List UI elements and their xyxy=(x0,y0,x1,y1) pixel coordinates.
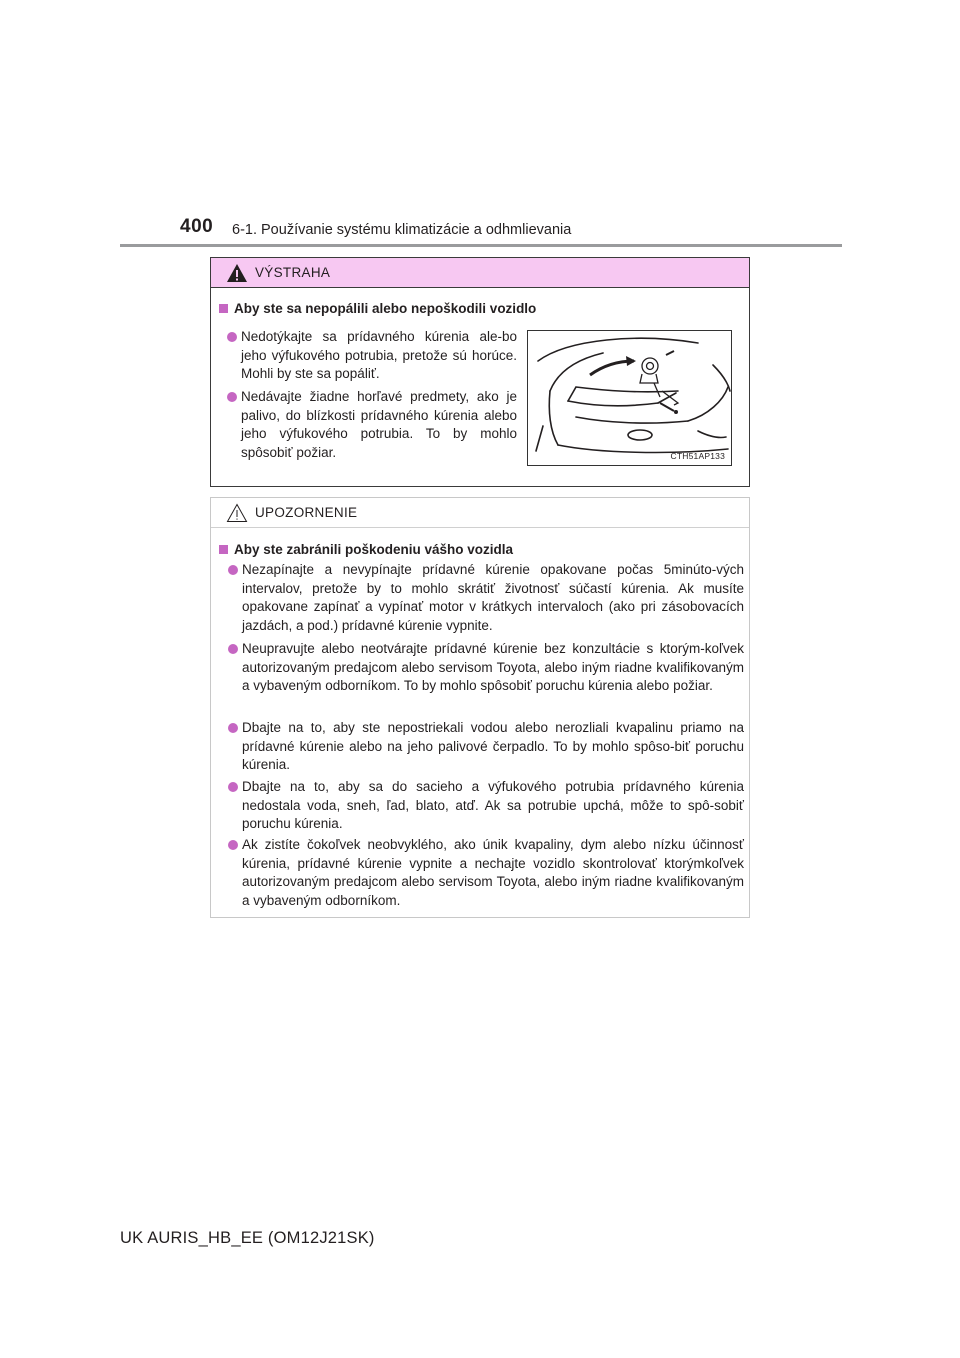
warning-bullet: Nedávajte žiadne horľavé predmety, ako je palivo, do blízkosti prídavného kúrenia alebo jeho výfukového potrubia. To by mohlo spôsobiť požiar. xyxy=(241,388,517,463)
warning-label: VÝSTRAHA xyxy=(255,265,331,280)
caution-triangle-icon xyxy=(226,503,248,523)
page-number: 400 xyxy=(180,216,214,237)
caution-bullet: Ak zistíte čokoľvek neobvyklého, ako únik kvapaliny, dym alebo nízku účinnosť kúrenia, prídavné kúrenie vypnite a nechajte vozidlo skontrolovať ktorýmkoľvek autorizovaným predajcom alebo servisom Toyota, alebo iným riadne kvalifikovaným a vybaveným odborníkom. xyxy=(242,836,744,911)
circle-bullet-icon xyxy=(228,840,238,850)
caution-bullet: Dbajte na to, aby sa do sacieho a výfukového potrubia prídavného kúrenia nedostala voda, sneh, ľad, blato, atď. Ak sa potrubie upchá, môže to spô-sobiť poruchu kúrenia. xyxy=(242,778,744,834)
header-divider xyxy=(120,244,842,247)
illustration-code: CTH51AP133 xyxy=(670,451,725,461)
warning-triangle-icon xyxy=(226,263,248,283)
caution-label: UPOZORNENIE xyxy=(255,505,358,520)
caution-header xyxy=(211,498,749,528)
circle-bullet-icon xyxy=(228,723,238,733)
warning-box xyxy=(210,257,750,487)
square-bullet-icon xyxy=(219,545,228,554)
circle-bullet-icon xyxy=(227,332,237,342)
caution-box xyxy=(210,497,750,918)
circle-bullet-icon xyxy=(228,644,238,654)
circle-bullet-icon xyxy=(227,392,237,402)
caution-subheading: Aby ste zabránili poškodeniu vášho vozidla xyxy=(219,542,513,557)
warning-header xyxy=(211,258,749,288)
circle-bullet-icon xyxy=(228,565,238,575)
warning-subheading: Aby ste sa nepopálili alebo nepoškodili vozidlo xyxy=(219,301,536,316)
caution-bullet: Nezapínajte a nevypínajte prídavné kúrenie opakovane počas 5minúto-vých intervalov, pretože by to mohlo skrátiť životnosť súčastí kúrenia. Ak musíte opakovane zapínať a vypínať motor v krátkych intervaloch (ako pri zásobovacích jazdách, a pod.) prídavné kúrenie vypnite. xyxy=(242,561,744,636)
footer-model-code: UK AURIS_HB_EE (OM12J21SK) xyxy=(120,1229,375,1247)
caution-bullet: Neupravujte alebo neotvárajte prídavné kúrenie bez konzultácie s ktorým-koľvek autorizovaným predajcom alebo servisom Toyota, alebo iným riadne kvalifikovaným a vybaveným odborníkom. To by mohlo spôsobiť poruchu kúrenia alebo požiar. xyxy=(242,640,744,696)
circle-bullet-icon xyxy=(228,782,238,792)
square-bullet-icon xyxy=(219,304,228,313)
warning-bullet: Nedotýkajte sa prídavného kúrenia ale-bo jeho výfukového potrubia, pretože sú horúce. Mohli by ste sa popáliť. xyxy=(241,328,517,384)
caution-bullet: Dbajte na to, aby ste nepostriekali vodou alebo nerozliali kvapalinu priamo na prídavné kúrenie alebo na jeho palivové čerpadlo. To by mohlo spôso-biť poruchu kúrenia. xyxy=(242,719,744,775)
section-title: 6-1. Používanie systému klimatizácie a odhmlievania xyxy=(232,222,572,238)
car-front-heater-icon xyxy=(528,331,731,465)
heater-illustration xyxy=(527,330,732,466)
